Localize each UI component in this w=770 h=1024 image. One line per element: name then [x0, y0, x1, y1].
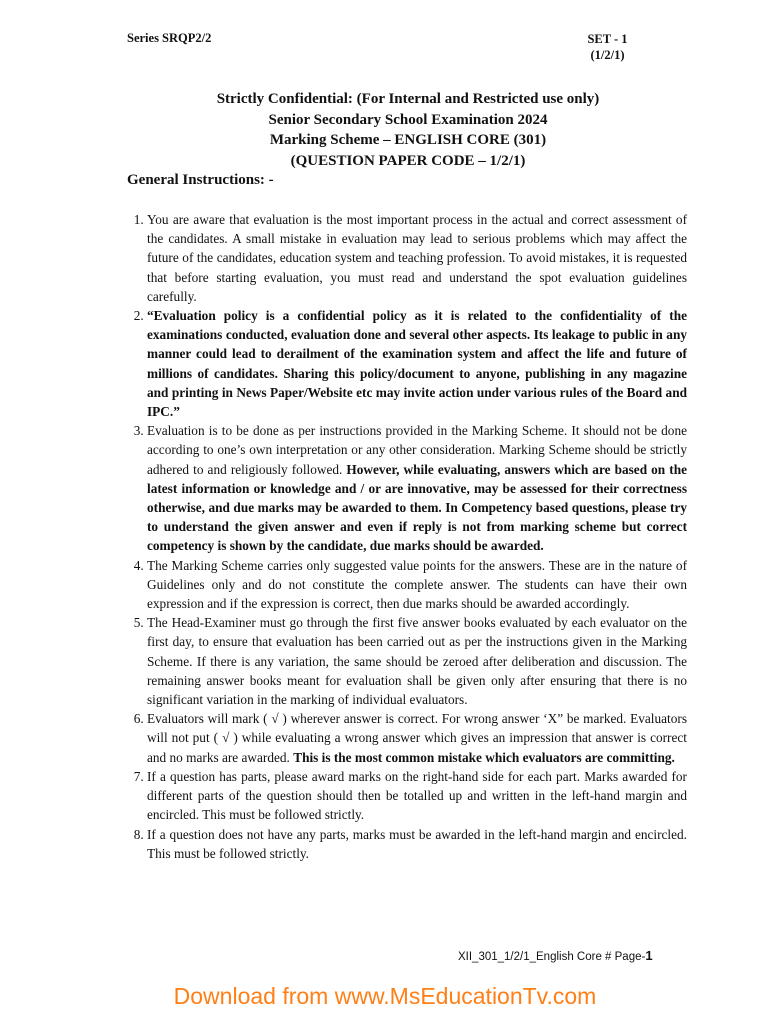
instruction-text: The Head-Examiner must go through the first five answer books evaluated by each evaluator on the first day, to ensure that evaluation has been carried out as per the instructions given in the Marking Scheme. If there is any variation, the same should be zeroed after deliberation and discussion. The remaining answer books meant for evaluation shall be given only after ensuring that there is no significant variation in the marking of individual evaluators.: [147, 615, 687, 708]
title-line: Strictly Confidential: (For Internal and Restricted use only): [216, 91, 600, 107]
series-code: Series SRQP2/2: [127, 31, 212, 45]
instruction-item: [147, 613, 687, 709]
instruction-text: Evaluation is to be done as per instructions provided in the Marking Scheme. It should not be done according to one’s own interpretation or any other consideration. Marking Scheme should be strictly adhered to and religiously followed.: [147, 423, 687, 477]
page-number: 1: [645, 948, 653, 963]
instruction-item: [147, 825, 687, 863]
instruction-text: “Evaluation policy is a confidential policy as it is related to the confidentiality of the examinations conducted, evaluation done and several other aspects. Its leakage to public in any manner could lead to derailment of the examination system and affect the life and future of millions of candidates. Sharing this policy/document to anyone, publishing in any magazine and printing in News Paper/Website etc may invite action under various rules of the Board and IPC.”: [147, 308, 687, 420]
set-number: [570, 31, 645, 63]
instruction-item: [147, 556, 687, 614]
set-label: SET - 1: [587, 32, 628, 46]
title-line: (QUESTION PAPER CODE – 1/2/1): [290, 152, 526, 169]
download-link[interactable]: Download from www.MsEducationTv.com: [173, 983, 597, 1009]
instruction-item: [147, 421, 687, 555]
title-line: Senior Secondary School Examination 2024: [268, 111, 548, 128]
instruction-text: If a question does not have any parts, marks must be awarded in the left-hand margin and encircled. This must be followed strictly.: [147, 826, 687, 861]
instruction-item: [147, 709, 687, 767]
instruction-text: The Marking Scheme carries only suggested value points for the answers. These are in the nature of Guidelines only and do not constitute the complete answer. The students can have their own expression and if the expression is correct, then due marks should be awarded accordingly.: [147, 557, 687, 612]
title-line: Marking Scheme – ENGLISH CORE (301): [269, 132, 547, 148]
instruction-text: You are aware that evaluation is the most important process in the actual and correct assessment of the candidates. A small mistake in evaluation may lead to serious problems which may affect the future of the candidates, education system and teaching profession. To avoid mistakes, it is requested that before starting evaluation, you must read and understand the spot evaluation guidelines carefully.: [147, 212, 687, 304]
instruction-text: If a question has parts, please award marks on the right-hand side for each part. Marks awarded for different parts of the question should then be totalled up and written in the left-hand margin and encircled. This must be followed strictly.: [147, 768, 687, 823]
instruction-emphasis: This is the most common mistake which evaluators are committing.: [293, 749, 675, 765]
instruction-emphasis: However, while evaluating, answers which are based on the latest information or knowledge and / or are innovative, may be assessed for their correctness otherwise, and due marks may be awarded to them. In Competency based questions, please try to understand the given answer and even if reply is not from marking scheme but correct competency is shown by the candidate, due marks should be awarded.: [147, 461, 687, 554]
document-title: [100, 89, 716, 171]
page-footer: [458, 948, 653, 963]
instructions-list: [147, 210, 687, 863]
general-instructions-heading: General Instructions: -: [127, 172, 274, 188]
instruction-item: [147, 767, 687, 825]
instruction-item: [147, 210, 687, 306]
set-code: (1/2/1): [590, 48, 625, 62]
instruction-text: Evaluators will mark ( √ ) wherever answer is correct. For wrong answer ‘X” be marked. Evaluators will not put ( √ ) while evaluating a wrong answer which gives an impression that answer is correct and no marks are awarded.: [147, 711, 687, 765]
page-label: XII_301_1/2/1_English Core # Page-: [458, 951, 646, 963]
instruction-item: [147, 306, 687, 421]
